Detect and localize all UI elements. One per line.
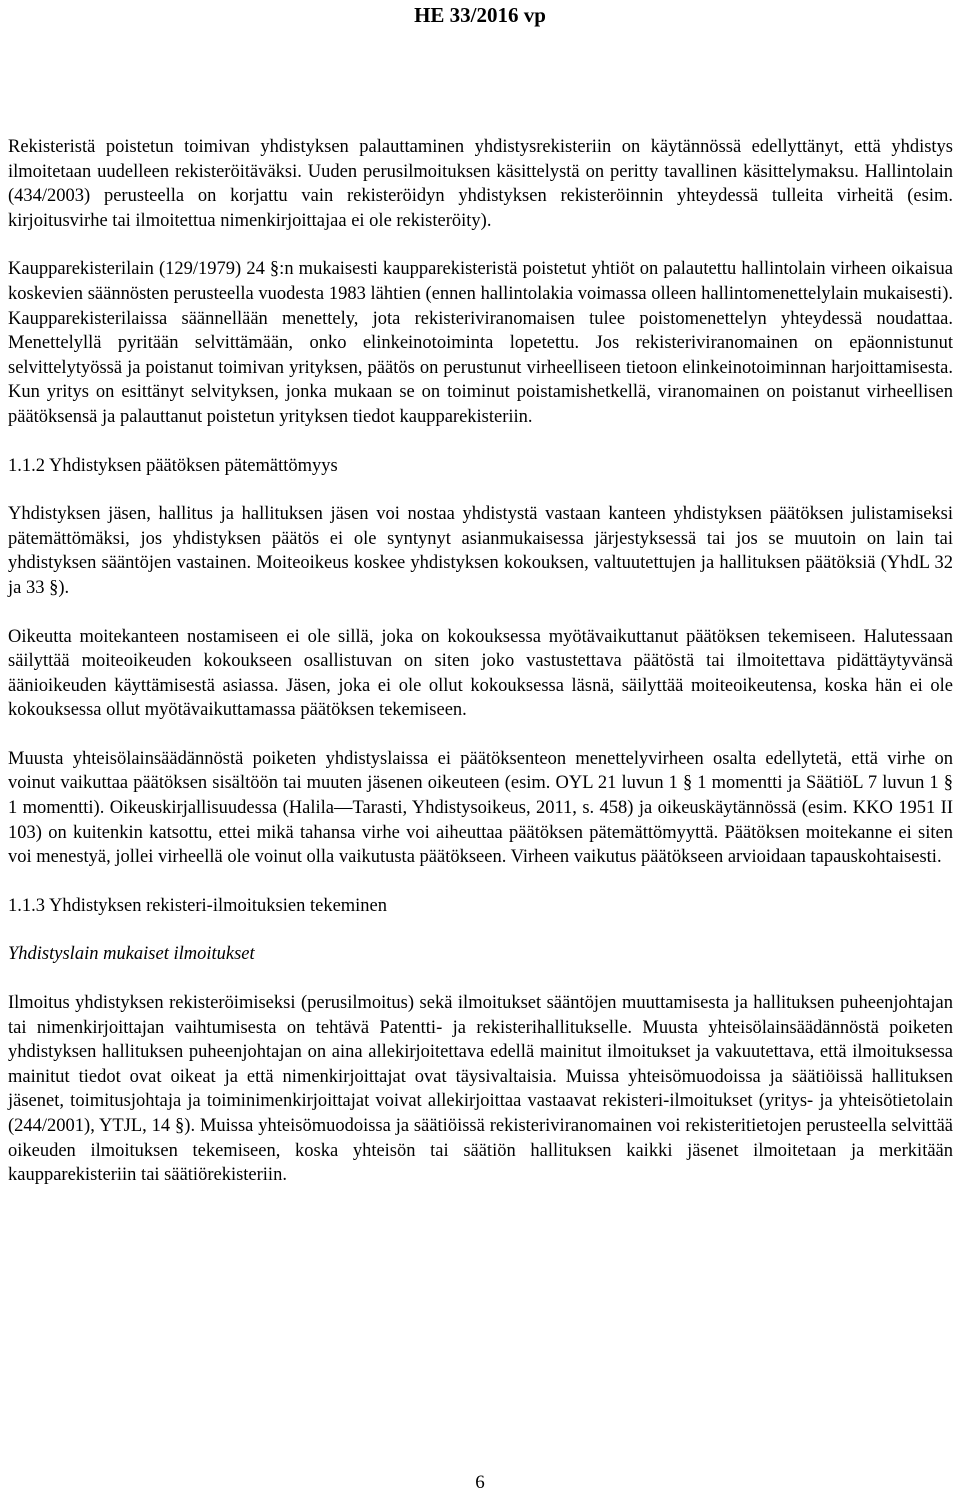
document-header xyxy=(0,2,960,28)
section-heading-1-1-2: 1.1.2 Yhdistyksen päätöksen pätemättömyys xyxy=(8,455,338,476)
document-reference: HE 33/2016 vp xyxy=(414,3,546,27)
paragraph-registry-notifications: Ilmoitus yhdistyksen rekisteröimiseksi (perusilmoitus) sekä ilmoitukset sääntöjen muuttamisesta ja hallituksen puheenjohtajan tai nimenkirjoittajan vaihtumisesta on tehtävä Patentti- ja rekisterihallitukselle. Muusta yhteisölainsäädännöstä poiketen yhdistyksen hallituksen puheenjohtajan on aina allekirjoitettava edellä mainitut ilmoitukset ja vakuutettava, että ilmoituksessa mainitut tiedot ovat oikeat ja että nimenkirjoittajat ovat täysivaltaisia. Muissa yhteisömuodoissa ja säätiöissä hallituksen jäsenet, toimitusjohtaja ja toiminimenkirjoittajat voivat allekirjoittaa vastaavat rekisteri-ilmoitukset (yritys- ja yhteisötietolain (244/2001), YTJL, 14 §). Muissa yhteisömuodoissa ja säätiöissä rekisteriviranomainen voi rekisteritietojen perusteella selvittää oikeuden ilmoituksen tekemiseen, koska yhteisön tai säätiön hallituksen kaikki jäsenet ilmoitetaan ja merkitään kaupparekisteriin tai säätiörekisteriin. xyxy=(8,993,953,1186)
subsection-heading: Yhdistyslain mukaiset ilmoitukset xyxy=(8,944,255,965)
page-number: 6 xyxy=(475,1472,485,1493)
paragraph-registry-restoration: Rekisteristä poistetun toimivan yhdistyksen palauttaminen yhdistysrekisteriin on käytännössä edellyttänyt, että yhdistys ilmoitetaan uudelleen rekisteröitäväksi. Uuden perusilmoituksen käsittelystä on peritty tavallinen käsittelymaksu. Hallintolain (434/2003) perusteella on korjattu vain rekisteröidyn yhdistyksen rekisteröinnin yhteydessä tulleita virheitä (esim. kirjoitusvirhe tai ilmoitettua nimenkirjoittajaa ei ole rekisteröity). xyxy=(8,137,953,231)
paragraph-trade-register: Kaupparekisterilain (129/1979) 24 §:n mukaisesti kaupparekisteristä poistetut yhtiöt on palautettu hallintolain virheen oikaisua koskevien säännösten perusteella vuodesta 1983 lähtien (ennen hallintolakia voimassa olleen hallintomenettelylain mukaisesti). Kaupparekisterilaissa säännellään menettely, jota rekisteriviranomaisen tulee poistomenettelyn yhteydessä noudattaa. Menettelyllä pyritään selvittämään, onko elinkeinotoiminta lopetettu. Jos rekisteriviranomainen on epäonnistunut selvittelytyössä ja poistanut toimivan yrityksen, päätös on perustunut virheelliseen tietoon elinkeinotoiminnan harjoittamisesta. Kun yritys on esittänyt selvityksen, jonka mukaan se on toiminut poistamishetkellä, viranomainen on poistanut virheellisen päätöksensä ja palauttanut poistetun yrityksen tiedot kaupparekisteriin. xyxy=(8,259,953,427)
paragraph-challenge-right: Yhdistyksen jäsen, hallitus ja hallituksen jäsen voi nostaa yhdistystä vastaan kanteen yhdistyksen päätöksen julistamiseksi pätemättömäksi, jos yhdistyksen päätös ei ole syntynyt asianmukaisessa järjestyksessä tai jos se muutoin on lain tai yhdistyksen sääntöjen vastainen. Moiteoikeus koskee yhdistyksen kokouksen, valtuutettujen ja hallituksen päätöksiä (YhdL 32 ja 33 §). xyxy=(8,504,953,598)
section-heading-1-1-3: 1.1.3 Yhdistyksen rekisteri-ilmoituksien tekeminen xyxy=(8,895,388,916)
document-body xyxy=(8,135,953,1188)
paragraph-challenge-eligibility: Oikeutta moitekanteen nostamiseen ei ole sillä, joka on kokouksessa myötävaikuttanut päätöksen tekemiseen. Halutessaan säilyttää moiteoikeuden kokoukseen osallistuvan on siten joko vastustettava päätöstä tai ilmoitettava pidättäytyvänsä äänioikeuden käyttämisestä asiassa. Jäsen, joka ei ole ollut kokouksessa läsnä, säilyttää moiteoikeutensa, koska hän ei ole kokouksessa ollut myötävaikuttamassa päätöksen tekemiseen. xyxy=(8,626,953,721)
paragraph-procedural-error: Muusta yhteisölainsäädännöstä poiketen yhdistyslaissa ei päätöksenteon menettelyvirheen osalta edellytetä, että virhe on voinut vaikuttaa päätöksen sisältöön tai muuten jäsenen oikeuteen (esim. OYL 21 luvun 1 § 1 momentti ja SäätiöL 7 luvun 1 § 1 momentti). Oikeuskirjallisuudessa (Halila—Tarasti, Yhdistysoikeus, 2011, s. 458) ja oikeuskäytännössä (esim. KKO 1951 II 103) on kuitenkin katsottu, ettei mikä tahansa virhe voi aiheuttaa päätöksen pätemättömyyttä. Päätöksen moitekanne ei siten voi menestyä, jollei virheellä ole voinut olla vaikutusta päätökseen. Virheen vaikutus päätökseen arvioidaan tapauskohtaisesti. xyxy=(8,748,953,868)
